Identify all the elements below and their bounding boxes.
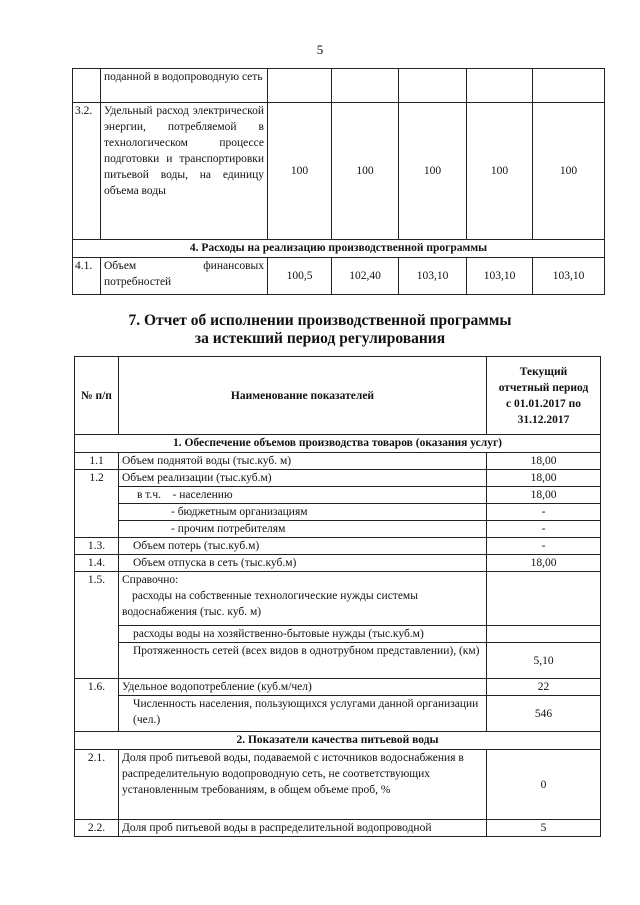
table-row (73, 103, 605, 240)
cell-value: 18,00 (487, 555, 601, 572)
section-row (75, 732, 601, 750)
cell-value: 100 (399, 103, 467, 240)
cell-value: 18,00 (487, 453, 601, 470)
section-heading: 2. Показатели качества питьевой воды (75, 732, 601, 750)
indicator-name: Справочно: расходы на собственные технологические нужды системы водоснабжения (тыс. куб. м) (119, 572, 487, 626)
table-row (75, 504, 601, 521)
row-number: 1.1 (75, 453, 119, 470)
cell-value: 100 (268, 103, 332, 240)
row-number: 3.2. (73, 103, 101, 240)
cell-value (487, 626, 601, 643)
cell-value: 103,10 (467, 258, 533, 295)
indicator-name: расходы воды на хозяйственно-бытовые нужды (тыс.куб.м) (119, 626, 487, 643)
table-row (75, 555, 601, 572)
cell-value: 5,10 (487, 643, 601, 679)
table-row (75, 679, 601, 696)
indicator-name: Удельный расход электрической энергии, потребляемой в технологическом процессе подготовки и транспортировки питьевой воды, на единицу объема воды (101, 103, 268, 240)
cell-value: - (487, 538, 601, 555)
row-number: 1.2 (75, 470, 119, 538)
cell-value: 100,5 (268, 258, 332, 295)
indicator-name: Объем реализации (тыс.куб.м) (119, 470, 487, 487)
section-heading: 4. Расходы на реализацию производственной программы (73, 240, 605, 258)
row-number: 1.4. (75, 555, 119, 572)
indicator-name: в т.ч. - населению (119, 487, 487, 504)
indicator-name: Объем финансовых потребностей (101, 258, 268, 295)
indicator-name: Объем поднятой воды (тыс.куб. м) (119, 453, 487, 470)
section-row (75, 435, 601, 453)
table-row (75, 820, 601, 837)
cell-value: 102,40 (332, 258, 399, 295)
column-header-number: № п/п (75, 357, 119, 435)
section-row (73, 240, 605, 258)
cell-value: 103,10 (399, 258, 467, 295)
indicator-name: - бюджетным организациям (119, 504, 487, 521)
cell-value: 100 (467, 103, 533, 240)
table-row (73, 258, 605, 295)
cell-value: 5 (487, 820, 601, 837)
column-header-period: Текущий отчетный период с 01.01.2017 по 31.12.2017 (487, 357, 601, 435)
section-heading: 1. Обеспечение объемов производства товаров (оказания услуг) (75, 435, 601, 453)
table-row (75, 643, 601, 679)
page-number: 5 (316, 42, 324, 57)
row-number: 2.2. (75, 820, 119, 837)
indicator-name: поданной в водопроводную сеть (101, 69, 268, 103)
row-number: 1.5. (75, 572, 119, 679)
cell-value: 18,00 (487, 470, 601, 487)
cell-value: 22 (487, 679, 601, 696)
table-row (75, 521, 601, 538)
cell-value: 0 (487, 750, 601, 820)
cell-value: 100 (332, 103, 399, 240)
program-report-table (74, 356, 601, 837)
cell-value: - (487, 504, 601, 521)
section-title: 7. Отчет об исполнении производственной программы за истекший период регулирования (128, 312, 512, 347)
column-header-name: Наименование показателей (119, 357, 487, 435)
table-row (75, 470, 601, 487)
indicator-name: Доля проб питьевой воды, подаваемой с источников водоснабжения в распределительную водопроводную сеть, не соответствующих установленным требованиям, в общем объеме проб, % (119, 750, 487, 820)
table-row (75, 538, 601, 555)
table-row (75, 696, 601, 732)
cell-value: - (487, 521, 601, 538)
row-number (73, 69, 101, 103)
cell-value (487, 572, 601, 626)
indicator-name: Объем потерь (тыс.куб.м) (119, 538, 487, 555)
indicator-name: Доля проб питьевой воды в распределительной водопроводной (119, 820, 487, 837)
cell-value: 103,10 (533, 258, 605, 295)
row-number: 1.3. (75, 538, 119, 555)
table-row (75, 453, 601, 470)
header-row (75, 357, 601, 435)
indicator-name: Протяженность сетей (всех видов в однотрубном представлении), (км) (119, 643, 487, 679)
production-program-table (72, 68, 605, 295)
indicator-name: Удельное водопотребление (куб.м/чел) (119, 679, 487, 696)
cell-value: 18,00 (487, 487, 601, 504)
table-row (75, 626, 601, 643)
table-row (75, 572, 601, 626)
indicator-name: Численность населения, пользующихся услугами данной организации (чел.) (119, 696, 487, 732)
table-row (75, 750, 601, 820)
cell-value: 546 (487, 696, 601, 732)
indicator-name: Объем отпуска в сеть (тыс.куб.м) (119, 555, 487, 572)
table-row (75, 487, 601, 504)
row-number: 1.6. (75, 679, 119, 732)
row-number: 2.1. (75, 750, 119, 820)
row-number: 4.1. (73, 258, 101, 295)
table-row (73, 69, 605, 103)
indicator-name: - прочим потребителям (119, 521, 487, 538)
cell-value: 100 (533, 103, 605, 240)
